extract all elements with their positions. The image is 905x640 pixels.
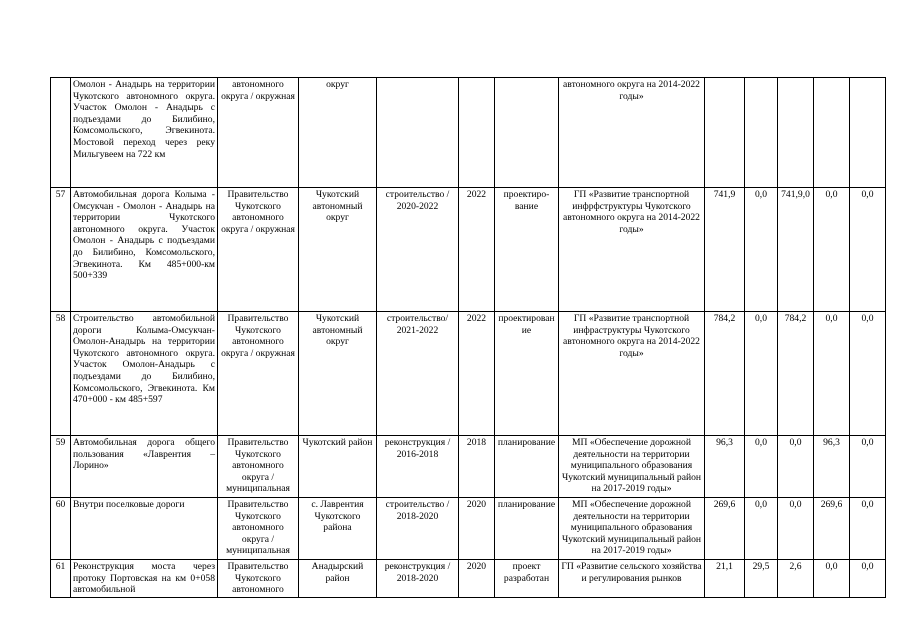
value-1: 21,1	[705, 560, 745, 598]
program: ГП «Развитие транспортной инфраструктуры Чукотского автономного округа на 2014-2022 годы»	[559, 312, 705, 436]
table-row	[51, 560, 886, 598]
value-1: 269,6	[705, 498, 745, 560]
value-3	[778, 78, 814, 188]
location: Чукотский автономный округ	[299, 188, 377, 312]
value-2: 0,0	[745, 312, 778, 436]
work-type: реконструкция / 2016-2018	[377, 436, 459, 498]
value-3: 784,2	[778, 312, 814, 436]
object-name: Автомобильная дорога общего пользования «Лаврентия – Лорино»	[71, 436, 218, 498]
program: МП «Обеспечение дорожной деятельности на территории муниципального образования Чукотский муниципальный район на 2017-2019 годы»	[559, 436, 705, 498]
value-5: 0,0	[850, 312, 886, 436]
table-row	[51, 312, 886, 436]
work-type: реконструкция / 2018-2020	[377, 560, 459, 598]
object-name: Внутри поселковые дороги	[71, 498, 218, 560]
object-name: Автомобильная дорога Колыма - Омсукчан - Омолон - Анадырь на территории Чукотского автономного округа. Участок Омолон - Анадырь с подъездами до Билибино, Комсомольского, Эгвекинота. Км 485+000-км 500+339	[71, 188, 218, 312]
completion-year: 2020	[459, 560, 495, 598]
work-type: строительство / 2018-2020	[377, 498, 459, 560]
completion-year	[459, 78, 495, 188]
table-row	[51, 498, 886, 560]
row-number: 60	[51, 498, 71, 560]
value-5: 0,0	[850, 560, 886, 598]
completion-year: 2022	[459, 188, 495, 312]
value-1: 96,3	[705, 436, 745, 498]
value-3: 0,0	[778, 436, 814, 498]
customer: Правительство Чукотского автономного округа / окружная	[218, 312, 299, 436]
customer: Правительство Чукотского автономного округа / муниципальная	[218, 498, 299, 560]
investment-table	[50, 77, 886, 598]
value-1: 784,2	[705, 312, 745, 436]
work-type: строительство / 2020-2022	[377, 188, 459, 312]
customer: Правительство Чукотского автономного округа / муниципальная	[218, 436, 299, 498]
object-name: Реконструкция моста через протоку Портовская на км 0+058 автомобильной	[71, 560, 218, 598]
value-4: 0,0	[814, 312, 850, 436]
value-4: 269,6	[814, 498, 850, 560]
value-1	[705, 78, 745, 188]
work-type: строительство/ 2021-2022	[377, 312, 459, 436]
value-3: 741,9,0	[778, 188, 814, 312]
object-name: Строительство автомобильной дороги Колыма-Омсукчан-Омолон-Анадырь на территории Чукотского автономного округа. Участок Омолон-Анадырь с подъездами до Билибино, Комсомольского, Эгвекинота. Км 470+000 - км 485+597	[71, 312, 218, 436]
stage: проектиро-вание	[495, 188, 559, 312]
value-4: 96,3	[814, 436, 850, 498]
location: Анадырский район	[299, 560, 377, 598]
program: ГП «Развитие сельского хозяйства и регулирования рынков	[559, 560, 705, 598]
completion-year: 2022	[459, 312, 495, 436]
value-2: 29,5	[745, 560, 778, 598]
row-number	[51, 78, 71, 188]
value-3: 0,0	[778, 498, 814, 560]
stage: проект разработан	[495, 560, 559, 598]
value-1: 741,9	[705, 188, 745, 312]
value-2	[745, 78, 778, 188]
row-number: 61	[51, 560, 71, 598]
table-row	[51, 188, 886, 312]
value-5: 0,0	[850, 188, 886, 312]
table-row	[51, 436, 886, 498]
stage: планирование	[495, 498, 559, 560]
location: округ	[299, 78, 377, 188]
stage	[495, 78, 559, 188]
table-row	[51, 78, 886, 188]
work-type	[377, 78, 459, 188]
row-number: 57	[51, 188, 71, 312]
value-2: 0,0	[745, 188, 778, 312]
program: ГП «Развитие транспортной инфрфструктуры Чукотского автономного округа на 2014-2022 годы»	[559, 188, 705, 312]
completion-year: 2020	[459, 498, 495, 560]
row-number: 59	[51, 436, 71, 498]
value-5: 0,0	[850, 498, 886, 560]
customer: Правительство Чукотского автономного округа / окружная	[218, 188, 299, 312]
value-4: 0,0	[814, 188, 850, 312]
location: Чукотский район	[299, 436, 377, 498]
value-2: 0,0	[745, 498, 778, 560]
value-4	[814, 78, 850, 188]
row-number: 58	[51, 312, 71, 436]
value-5: 0,0	[850, 436, 886, 498]
stage: планирование	[495, 436, 559, 498]
stage: проектирован ие	[495, 312, 559, 436]
customer: автономного округа / окружная	[218, 78, 299, 188]
value-3: 2,6	[778, 560, 814, 598]
value-5	[850, 78, 886, 188]
value-2: 0,0	[745, 436, 778, 498]
location: с. Лаврентия Чукотского района	[299, 498, 377, 560]
completion-year: 2018	[459, 436, 495, 498]
program: автономного округа на 2014-2022 годы»	[559, 78, 705, 188]
object-name: Омолон - Анадырь на территории Чукотского автономного округа. Участок Омолон - Анадырь с подъездами до Билибино, Комсомольского, Эгвекинота. Мостовой переход через реку Мильгувеем на 722 км	[71, 78, 218, 188]
location: Чукотский автономный округ	[299, 312, 377, 436]
customer: Правительство Чукотского автономного	[218, 560, 299, 598]
value-4: 0,0	[814, 560, 850, 598]
program: МП «Обеспечение дорожной деятельности на территории муниципального образования Чукотский муниципальный район на 2017-2019 годы»	[559, 498, 705, 560]
